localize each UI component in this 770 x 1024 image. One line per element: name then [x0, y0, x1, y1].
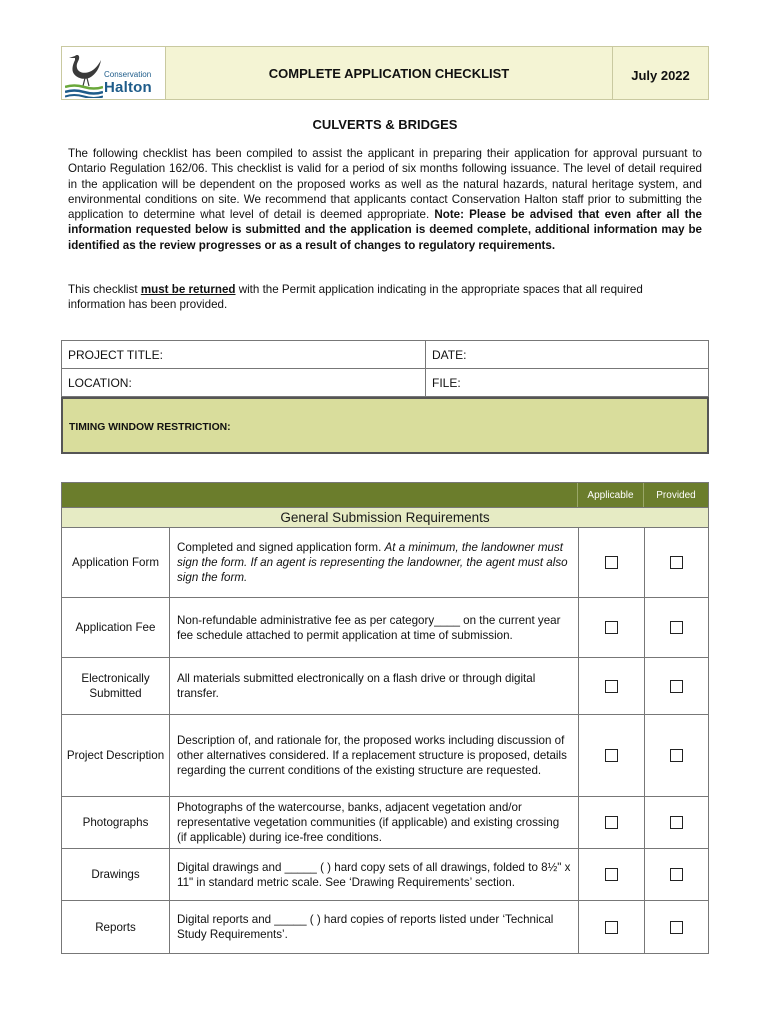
provided-cell: [645, 715, 708, 796]
intro-paragraph: [68, 146, 702, 253]
provided-cell: [645, 901, 708, 953]
return-text-start: This checklist: [68, 283, 141, 296]
requirement-description: [170, 528, 579, 597]
applicable-cell: [579, 598, 645, 657]
requirement-name: Reports: [62, 901, 170, 953]
table-row: [62, 528, 708, 598]
applicable-cell: [579, 901, 645, 953]
table-row: [62, 715, 708, 797]
table-row: [62, 797, 708, 849]
provided-checkbox[interactable]: [670, 680, 683, 693]
file-field[interactable]: FILE:: [432, 376, 461, 390]
applicable-checkbox[interactable]: [605, 868, 618, 881]
applicable-cell: [579, 528, 645, 597]
project-info-row: [62, 369, 708, 397]
applicable-checkbox[interactable]: [605, 621, 618, 634]
provided-checkbox[interactable]: [670, 868, 683, 881]
logo-word-halton: Halton: [104, 79, 152, 96]
column-provided-header: Provided: [643, 483, 708, 507]
applicable-cell: [579, 658, 645, 714]
requirement-text: Completed and signed application form.: [177, 541, 385, 554]
column-applicable-header: Applicable: [577, 483, 643, 507]
provided-checkbox[interactable]: [670, 816, 683, 829]
project-info-row: [62, 341, 708, 369]
return-text-emphasis: must be returned: [140, 283, 236, 296]
table-row: [62, 658, 708, 715]
applicable-cell: [579, 849, 645, 900]
applicable-checkbox[interactable]: [605, 921, 618, 934]
requirement-description: Digital reports and _____ ( ) hard copies of reports listed under ‘Technical Study Requirements’.: [170, 901, 579, 953]
applicable-checkbox[interactable]: [605, 680, 618, 693]
requirement-description: All materials submitted electronically on a flash drive or through digital transfer.: [170, 658, 579, 714]
requirement-italic-text: At a minimum, the landowner must sign the form. If an agent is representing the landowner, the agent must also sign the form.: [177, 541, 568, 584]
document-header: [61, 46, 709, 100]
requirement-description: Description of, and rationale for, the proposed works including discussion of other alternatives considered. If a replacement structure is proposed, details regarding the current conditions of the existing structure are requested.: [170, 715, 579, 796]
document-date: July 2022: [612, 47, 708, 99]
provided-checkbox[interactable]: [670, 621, 683, 634]
table-row: [62, 849, 708, 901]
provided-cell: [645, 797, 708, 848]
provided-checkbox[interactable]: [670, 556, 683, 569]
requirement-description: Digital drawings and _____ ( ) hard copy sets of all drawings, folded to 8½" x 11" in standard metric scale. See ‘Drawing Requirements’ section.: [170, 849, 579, 900]
applicable-cell: [579, 797, 645, 848]
document-title: COMPLETE APPLICATION CHECKLIST: [268, 66, 510, 81]
project-title-field[interactable]: PROJECT TITLE:: [62, 341, 426, 368]
table-row: [62, 901, 708, 953]
project-info-table: [61, 340, 709, 454]
document-subtitle: CULVERTS & BRIDGES: [312, 117, 458, 132]
intro-note: Note: Please be advised that even after all the information requested below is submitted and the application is deemed complete, additional information may be identified as the review progresses or as a result of changes to regulatory requirements.: [68, 208, 702, 252]
conservation-halton-logo: [62, 47, 166, 99]
water-waves-icon: [65, 84, 103, 98]
timing-window-field[interactable]: TIMING WINDOW RESTRICTION:: [61, 397, 709, 454]
applicable-cell: [579, 715, 645, 796]
logo-word-conservation: Conservation: [104, 70, 152, 79]
requirement-name: Application Fee: [62, 598, 170, 657]
location-field[interactable]: LOCATION:: [62, 369, 426, 396]
requirement-name: Project Description: [62, 715, 170, 796]
requirement-name: Application Form: [62, 528, 170, 597]
provided-cell: [645, 658, 708, 714]
date-field[interactable]: DATE:: [432, 348, 467, 362]
provided-cell: [645, 849, 708, 900]
requirement-description: Photographs of the watercourse, banks, adjacent vegetation and/or representative vegetation communities (if applicable) and existing crossing (if applicable) during ice-free conditions.: [170, 797, 579, 848]
return-instruction-paragraph: [68, 282, 702, 313]
applicable-checkbox[interactable]: [605, 816, 618, 829]
provided-checkbox[interactable]: [670, 921, 683, 934]
requirement-description: Non-refundable administrative fee as per category____ on the current year fee schedule attached to permit application at time of submission.: [170, 598, 579, 657]
return-text-end: with the Permit application indicating in the appropriate spaces that all required information has been provided.: [68, 283, 643, 312]
provided-cell: [645, 528, 708, 597]
submission-checklist-table: [61, 482, 709, 954]
applicable-checkbox[interactable]: [605, 556, 618, 569]
checklist-header-bar: [62, 483, 708, 508]
requirement-name: Electronically Submitted: [62, 658, 170, 714]
table-row: [62, 598, 708, 658]
section-title: General Submission Requirements: [62, 508, 708, 528]
intro-text: The following checklist has been compiled to assist the applicant in preparing their application for approval pursuant to Ontario Regulation 162/06. This checklist is valid for a period of six months following issuance. The level of detail required in the application will be dependent on the proposed works as well as the natural hazards, natural heritage system, and environmental conditions on site. We recommend that applicants contact Conservation Halton staff prior to submitting the application to determine what level of detail is deemed appropriate.: [68, 147, 702, 222]
requirement-name: Drawings: [62, 849, 170, 900]
provided-checkbox[interactable]: [670, 749, 683, 762]
applicable-checkbox[interactable]: [605, 749, 618, 762]
requirement-name: Photographs: [62, 797, 170, 848]
provided-cell: [645, 598, 708, 657]
